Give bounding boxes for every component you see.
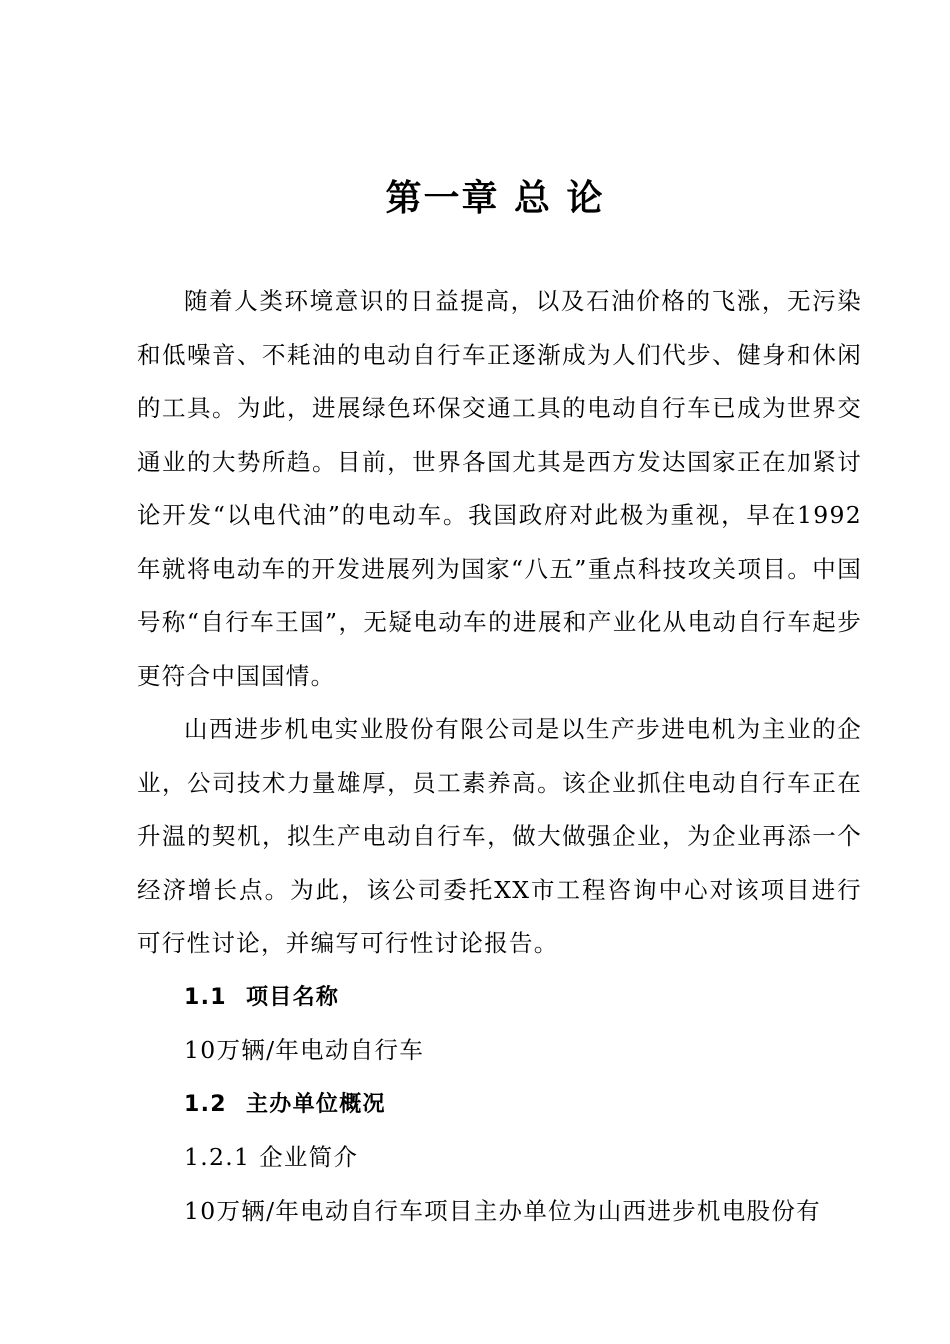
project-name: 10万辆/年电动自行车 xyxy=(184,1036,425,1064)
document-body xyxy=(137,275,862,1238)
section-heading-1-2 xyxy=(137,1078,862,1132)
section-number: 1.2 xyxy=(184,1091,227,1117)
intro-paragraph: 随着人类环境意识的日益提高，以及石油价格的飞涨，无污染和低噪音、不耗油的电动自行车正逐渐成为人们代步、健身和休闲的工具。为此，进展绿色环保交通工具的电动自行车已成为世界交通业的大势所趋。目前，世界各国尤其是西方发达国家正在加紧讨论开发“以电代油”的电动车。我国政府对此极为重视，早在1992年就将电动车的开发进展列为国家“八五”重点科技攻关项目。中国号称“自行车王国”，无疑电动车的进展和产业化从电动自行车起步更符合中国国情。 xyxy=(137,287,862,690)
section-title: 主办单位概况 xyxy=(246,1091,386,1117)
section-heading-1-1 xyxy=(137,971,862,1025)
company-paragraph: 山西进步机电实业股份有限公司是以生产步进电机为主业的企业，公司技术力量雄厚，员工素养高。该企业抓住电动自行车正在升温的契机，拟生产电动自行车，做大做强企业，为企业再添一个经济增长点。为此，该公司委托XX市工程咨询中心对该项目进行可行性讨论，并编写可行性讨论报告。 xyxy=(137,715,862,957)
subsection-heading-1-2-1: 1.2.1 企业简介 xyxy=(184,1143,359,1171)
company-intro-text: 10万辆/年电动自行车项目主办单位为山西进步机电股份有 xyxy=(184,1196,821,1225)
section-number: 1.1 xyxy=(184,984,227,1010)
chapter-title: 第一章 总 论 xyxy=(385,178,605,219)
section-title: 项目名称 xyxy=(246,984,340,1010)
